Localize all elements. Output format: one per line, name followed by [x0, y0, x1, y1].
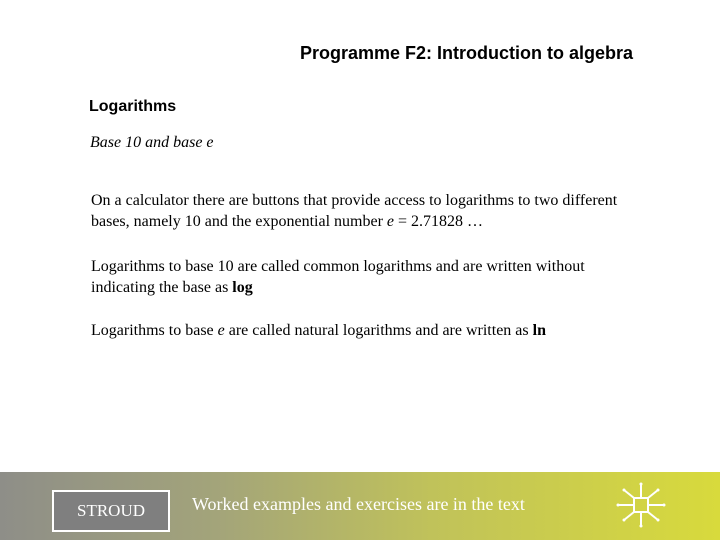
paragraph-common-logarithms [91, 256, 651, 298]
stroud-logo-text: STROUD [76, 501, 145, 520]
stroud-logo [52, 490, 170, 532]
section-subheading: Base 10 and base e [90, 134, 214, 151]
paragraph-natural-logarithms [91, 320, 651, 341]
footer-bar [0, 472, 720, 540]
ln-notation: ln [532, 322, 546, 339]
navigation-icon[interactable] [612, 480, 672, 530]
section-heading: Logarithms [89, 98, 177, 115]
paragraph-text: On a calculator there are buttons that provide access to logarithms to two different bases, namely 10 and the exponential number [91, 192, 618, 230]
paragraph-text: Logarithms to base 10 are called common logarithms and are written without indicating the base as [91, 258, 585, 296]
math-e: e [386, 213, 395, 230]
paragraph-text: Logarithms to base [91, 322, 218, 339]
paragraph-calculator-bases [91, 190, 651, 232]
log-notation: log [232, 279, 253, 296]
math-e: e [217, 322, 225, 339]
paragraph-text: = 2.71828 … [394, 213, 484, 230]
paragraph-text: are called natural logarithms and are written as [224, 322, 533, 339]
page-title: Programme F2: Introduction to algebra [300, 43, 634, 63]
footer-message: Worked examples and exercises are in the text [192, 494, 525, 514]
